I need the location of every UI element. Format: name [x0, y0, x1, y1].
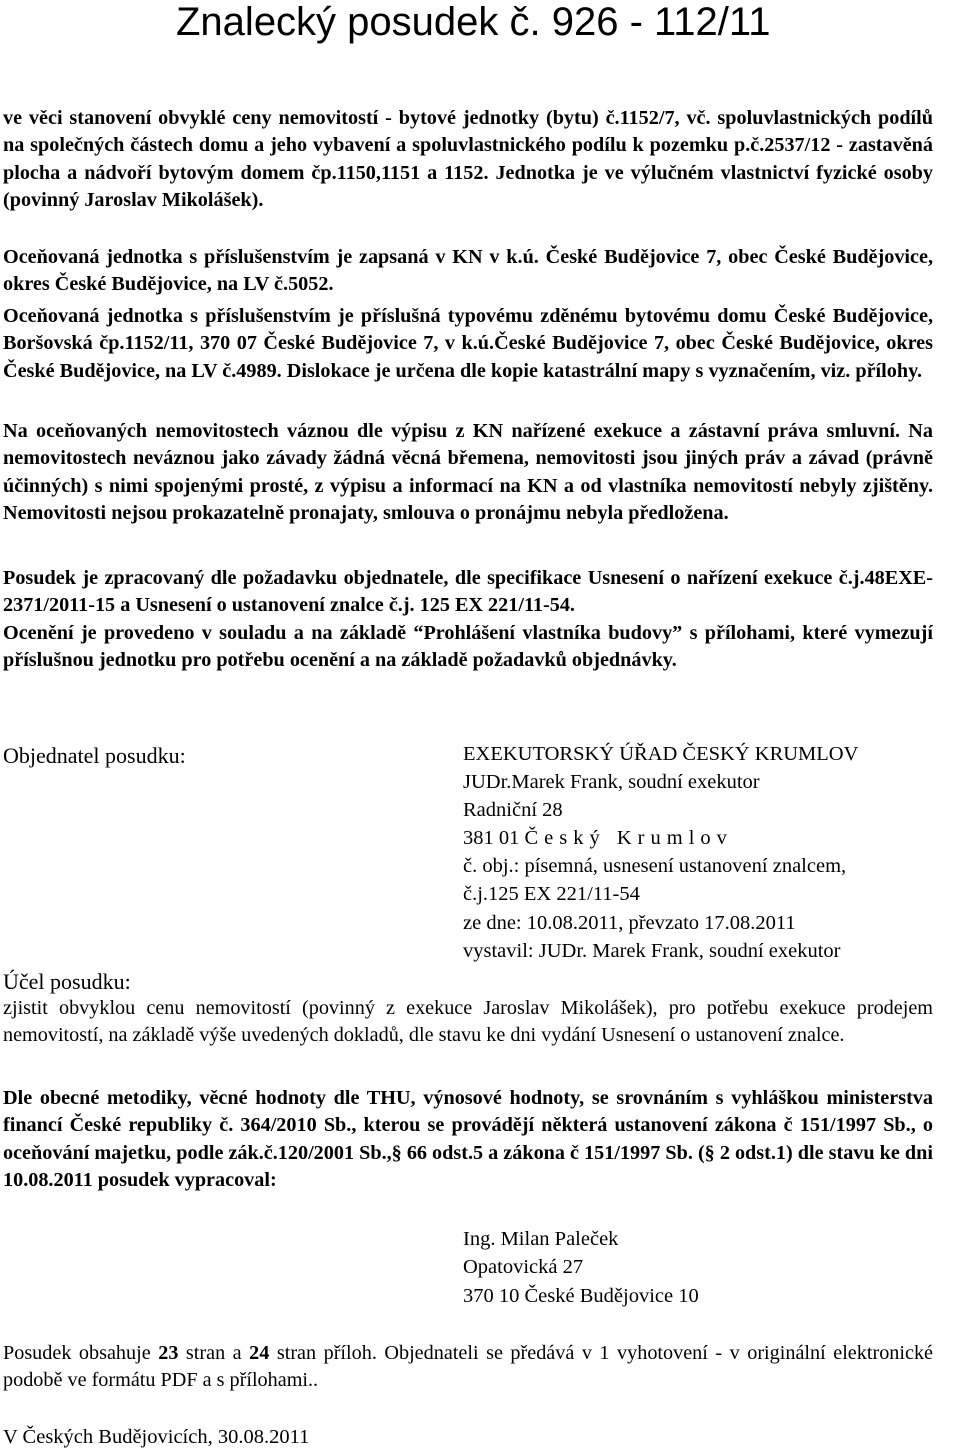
- basis-text: Posudek je zpracovaný dle požadavku objednatele, dle specifikace Usnesení o nařízení exekuce č.j.48EXE-2371/2011-15 a Usnesení o ustanovení znalce č.j. 125 EX 221/11-54.: [3, 567, 933, 617]
- purpose-heading: Účel posudku:: [3, 969, 131, 994]
- office-zip: 381 01: [463, 827, 520, 850]
- issued-by: vystavil: JUDr. Marek Frank, soudní exekutor: [463, 939, 841, 962]
- method-paragraph: Dle obecné metodiky, věcné hodnoty dle THU, výnosové hodnoty, se srovnáním s vyhláškou ministerstva financí České republiky č. 364/2010 Sb., kterou se provádějí některá ustanovení zákona č 151/1997 Sb., o oceňování majetku, podle zák.č.120/2001 Sb.,§ 66 odst.5 a zákona č 151/1997 Sb. (§ 2 odst.1) dle stavu ke dni 10.08.2011 posudek vypracoval:: [3, 1087, 933, 1192]
- summary-text-3: stran příloh. Objednateli se předává v 1 vyhotovení - v originální elektronické podobě ve formátu PDF a s přílohami..: [3, 1342, 934, 1392]
- encumbrance-text: Na oceňovaných nemovitostech váznou dle výpisu z KN nařízené exekuce a zástavní práva smluvní.: [3, 420, 900, 442]
- expert-block: [463, 1225, 699, 1310]
- executor-name: JUDr.Marek Frank, soudní exekutor: [463, 771, 760, 794]
- summary-text-1: Posudek obsahuje: [3, 1342, 159, 1364]
- basis-paragraph: [3, 565, 933, 675]
- ownership-text: Jednotka je ve výlučném vlastnictví fyzické osoby (povinný Jaroslav Mikolášek).: [3, 161, 933, 212]
- rights-text: Na nemovitostech neváznou jako závady žádná věcná břemena, nemovitosti jsou jiných práv a závad (právně účinných) s nimi spojenými prosté, z výpisu a informací na KN a od vlastníka nemovitostí nebyly zjištěny. Nemovitosti nejsou prokazatelně pronajaty, smlouva o pronájmu nebyla předložena.: [3, 420, 933, 525]
- order-dates: ze dne: 10.08.2011, převzato 17.08.2011: [463, 911, 796, 934]
- summary-text-2: stran a: [178, 1342, 250, 1364]
- ordered-by-block: [463, 740, 858, 965]
- office-city: Český Krumlov: [524, 827, 733, 850]
- encumbrance-paragraph: [3, 418, 933, 528]
- office-address: [463, 824, 858, 852]
- attachment-count: 24: [249, 1342, 270, 1364]
- expert-name: Ing. Milan Paleček: [463, 1228, 619, 1250]
- case-number: č.j.125 EX 221/11-54: [463, 883, 640, 906]
- summary-paragraph: [3, 1340, 933, 1395]
- page-count: 23: [158, 1342, 179, 1364]
- registry-paragraph: Oceňovaná jednotka s příslušenstvím je zapsaná v KN v k.ú. České Budějovice 7, obec České Budějovice, okres České Budějovice, na LV č.5052.: [3, 246, 933, 296]
- purpose-paragraph: zjistit obvyklou cenu nemovitostí (povinný z exekuce Jaroslav Mikolášek), pro potřebu exekuce prodejem nemovitostí, na základě výše uvedených dokladů, dle stavu ke dni vydání Usnesení o ustanovení znalce.: [3, 997, 933, 1047]
- valuation-text-2: s přílohami, které vymezují příslušnou jednotku pro potřebu ocenění a na základě požadavků objednávky.: [3, 621, 933, 672]
- subject-text: ve věci stanovení obvyklé ceny nemovitostí - bytové jednotky (bytu) č.1152/7, vč. spoluvlastnických podílů na společných částech domu a jeho vybavení a spoluvlastnického podílu k pozemku p.č.2537/12 - zastavěná plocha a nádvoří bytovým domem čp.1150,1151 a 1152.: [3, 107, 933, 184]
- valuation-text-1: Ocenění je provedeno v souladu a na základě: [3, 621, 414, 644]
- building-paragraph: Oceňovaná jednotka s příslušenstvím je příslušná typovému zděnému bytovému domu České Budějovice, Boršovská čp.1152/11, 370 07 České Budějovice 7, v k.ú.České Budějovice 7, obec České Budějovice, okres České Budějovice, na LV č.4989. Dislokace je určena dle kopie katastrální mapy s vyznačením, viz. přílohy.: [3, 305, 933, 382]
- declaration-title: Prohlášení vlastníka budovy: [423, 621, 673, 644]
- place-date: V Českých Budějovicích, 30.08.2011: [3, 1426, 310, 1448]
- office-name: EXEKUTORSKÝ ÚŘAD ČESKÝ KRUMLOV: [463, 743, 859, 765]
- expert-street: Opatovická 27: [463, 1256, 584, 1279]
- intro-paragraph: [3, 105, 933, 215]
- order-number: č. obj.: písemná, usnesení ustanovení znalcem,: [463, 855, 847, 878]
- expert-city: 370 10 České Budějovice 10: [463, 1284, 699, 1307]
- ordered-by-heading: Objednatel posudku:: [3, 743, 186, 768]
- declaration-quote: “Prohlášení vlastníka budovy”: [413, 621, 683, 644]
- page-title: Znalecký posudek č. 926 - 112/11: [176, 0, 771, 44]
- office-street: Radniční 28: [463, 799, 563, 822]
